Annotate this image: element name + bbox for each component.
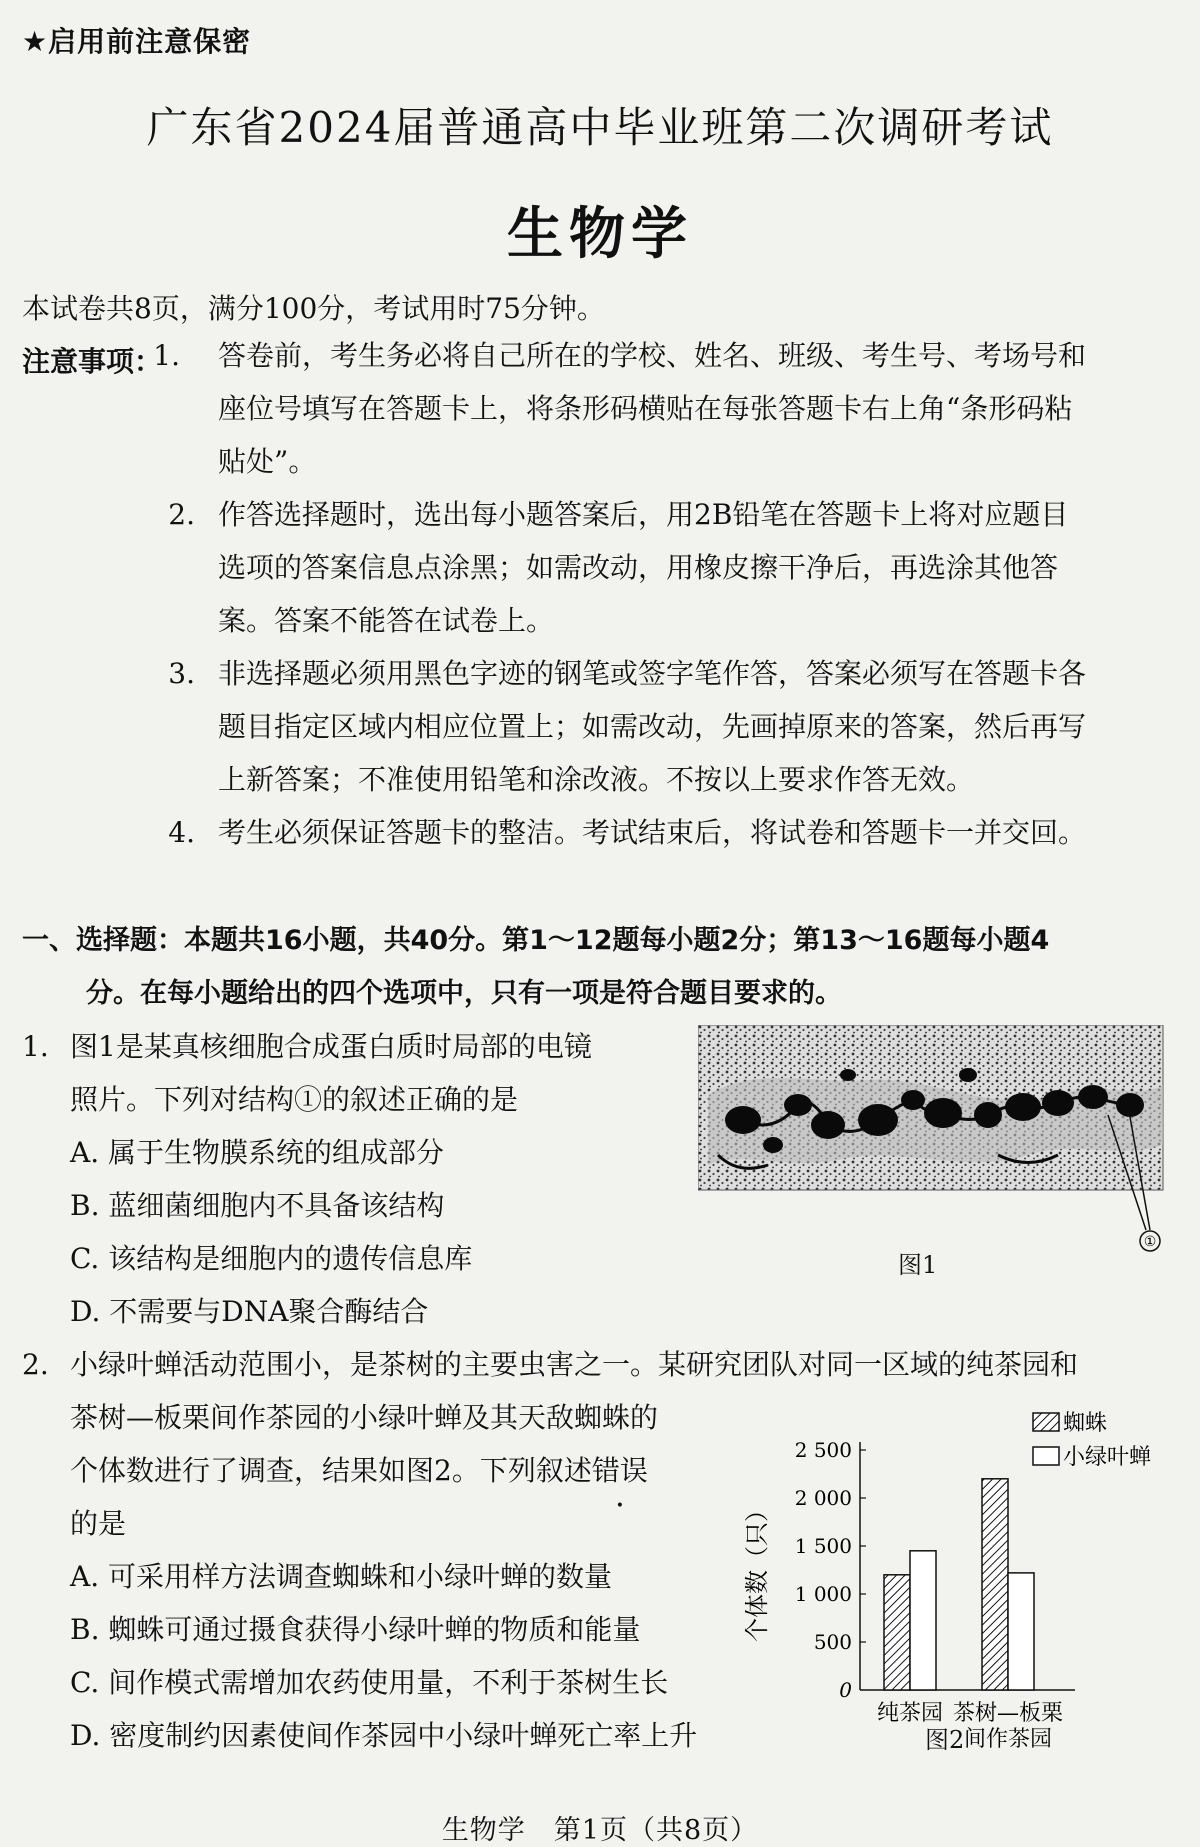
x-category-label: 纯茶园 xyxy=(876,1701,944,1726)
subject-title: 生物学 xyxy=(507,201,693,267)
notice-number: 4. xyxy=(168,816,195,849)
question-stem: 的是 xyxy=(70,1507,127,1540)
figure-marker: ① xyxy=(1143,1234,1157,1250)
y-tick-label: 1 000 xyxy=(794,1582,852,1606)
notice-line: 选项的答案信息点涂黑；如需改动，用橡皮擦干净后，再选涂其他答 xyxy=(218,551,1059,584)
notice-number: 3. xyxy=(168,657,195,690)
question-number: 1. xyxy=(22,1030,49,1063)
question-stem xyxy=(70,1444,648,1497)
figure-caption: 图2 xyxy=(925,1726,965,1754)
y-tick-label: 500 xyxy=(813,1630,852,1654)
notice-line: 作答选择题时，选出每小题答案后，用2B铅笔在答题卡上将对应题目 xyxy=(218,498,1069,531)
notice-number: 2. xyxy=(168,498,195,531)
y-axis-label: 个体数（只） xyxy=(743,1498,771,1642)
option-d: D. 不需要与DNA聚合酶结合 xyxy=(70,1295,429,1328)
option-c: C. 该结构是细胞内的遗传信息库 xyxy=(70,1242,473,1275)
bar-leafhopper xyxy=(1008,1573,1034,1690)
legend-swatch xyxy=(1033,1447,1059,1465)
y-tick-label: 2 000 xyxy=(794,1486,852,1510)
question-number: 2. xyxy=(22,1348,49,1381)
notice-line: 案。答案不能答在试卷上。 xyxy=(218,604,555,637)
notice-line: 答卷前，考生务必将自己所在的学校、姓名、班级、考生号、考场号和 xyxy=(218,339,1087,372)
notice-label: 注意事项： xyxy=(22,345,163,378)
option-c: C. 间作模式需增加农药使用量，不利于茶树生长 xyxy=(70,1666,669,1699)
question-stem: 小绿叶蝉活动范围小，是茶树的主要虫害之一。某研究团队对同一区域的纯茶园和 xyxy=(70,1348,1079,1381)
x-category-label: 间作茶园 xyxy=(963,1727,1053,1752)
exam-intro: 本试卷共8页，满分100分，考试用时75分钟。 xyxy=(22,292,605,325)
question-stem: 图1是某真核细胞合成蛋白质时局部的电镜 xyxy=(70,1030,592,1063)
micrograph-figure xyxy=(698,1025,1168,1255)
notice-line: 座位号填写在答题卡上，将条形码横贴在每张答题卡右上角“条形码粘 xyxy=(218,392,1073,425)
option-b: B. 蜘蛛可通过摄食获得小绿叶蝉的物质和能量 xyxy=(70,1613,641,1646)
notice-line: 贴处”。 xyxy=(218,445,317,478)
notice-line: 非选择题必须用黑色字迹的钢笔或签字笔作答，答案必须写在答题卡各 xyxy=(218,657,1087,690)
section-heading: 一、选择题：本题共16小题，共40分。第1～12题每小题2分；第13～16题每小题4 xyxy=(22,925,1050,956)
page-footer: 生物学 第1页（共8页） xyxy=(441,1815,759,1846)
option-a: A. 可采用样方法调查蜘蛛和小绿叶蝉的数量 xyxy=(70,1560,613,1593)
section-heading: 分。在每小题给出的四个选项中，只有一项是符合题目要求的。 xyxy=(86,978,842,1009)
option-b: B. 蓝细菌细胞内不具备该结构 xyxy=(70,1189,445,1222)
legend-label: 蜘蛛 xyxy=(1063,1411,1108,1436)
bar-spider xyxy=(982,1479,1008,1690)
notice-number: 1. xyxy=(153,339,180,372)
x-category-label: 茶树—板栗 xyxy=(952,1701,1064,1726)
bar-chart xyxy=(735,1405,1185,1765)
notice-line: 上新答案；不准使用铅笔和涂改液。不按以上要求作答无效。 xyxy=(218,763,975,796)
legend-label: 小绿叶蝉 xyxy=(1063,1445,1152,1470)
exam-title: 广东省2024届普通高中毕业班第二次调研考试 xyxy=(146,103,1054,152)
legend-swatch xyxy=(1033,1413,1059,1431)
emphasized-word: 错误 xyxy=(591,1454,648,1487)
confidential-mark: ★启用前注意保密 xyxy=(22,25,252,58)
y-tick-label: 1 500 xyxy=(794,1534,852,1558)
notice-line: 考生必须保证答题卡的整洁。考试结束后，将试卷和答题卡一并交回。 xyxy=(218,816,1087,849)
y-tick-label: 2 500 xyxy=(794,1438,852,1462)
option-d: D. 密度制约因素使间作茶园中小绿叶蝉死亡率上升 xyxy=(70,1719,698,1752)
question-stem: 茶树—板栗间作茶园的小绿叶蝉及其天敌蜘蛛的 xyxy=(70,1401,659,1434)
figure-caption: 图1 xyxy=(898,1251,938,1279)
notice-line: 题目指定区域内相应位置上；如需改动，先画掉原来的答案，然后再写 xyxy=(218,710,1087,743)
y-tick-label: 0 xyxy=(839,1678,852,1702)
question-stem: 照片。下列对结构①的叙述正确的是 xyxy=(70,1083,519,1116)
bar-leafhopper xyxy=(910,1551,936,1690)
option-a: A. 属于生物膜系统的组成部分 xyxy=(70,1136,445,1169)
stem-text: 个体数进行了调查，结果如图2。下列叙述 xyxy=(70,1454,592,1487)
bar-spider xyxy=(884,1575,910,1690)
